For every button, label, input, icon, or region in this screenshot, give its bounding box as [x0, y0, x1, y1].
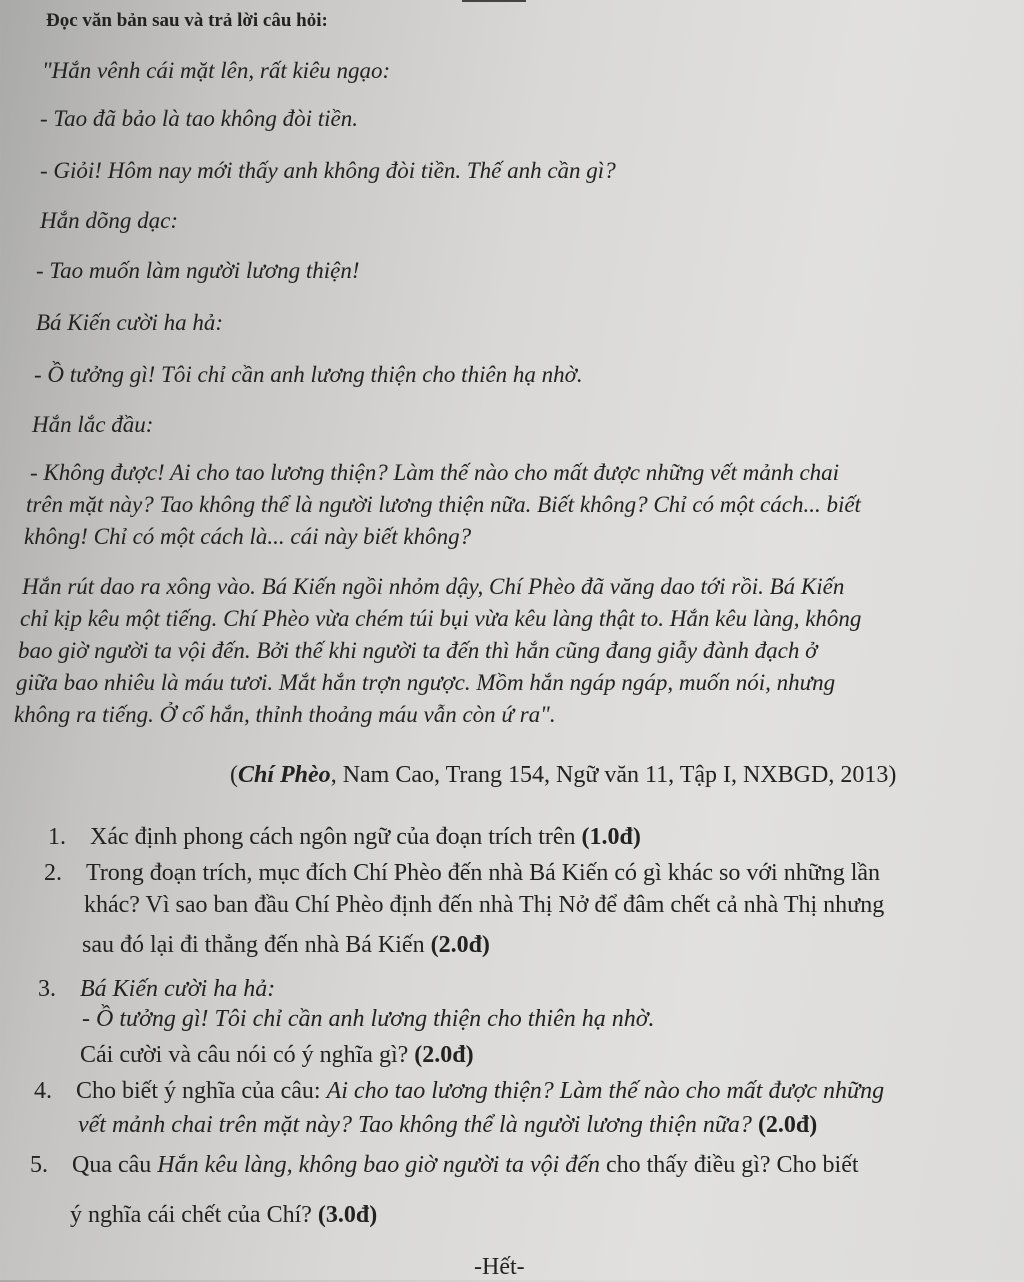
question-text: Cho biết ý nghĩa của câu: — [76, 1078, 327, 1104]
source-open-paren: ( — [230, 762, 238, 788]
question-number: 4. — [34, 1078, 52, 1104]
passage-line: - Tao muốn làm người lương thiện! — [36, 258, 360, 283]
header-underline — [462, 0, 526, 2]
question-text: sau đó lại đi thẳng đến nhà Bá Kiến — [82, 932, 431, 958]
passage-line: Hắn lắc đầu: — [32, 412, 154, 437]
instruction-heading: Đọc văn bản sau và trả lời câu hỏi: — [46, 10, 328, 31]
question-number: 5. — [30, 1152, 48, 1178]
source-citation — [230, 760, 896, 790]
question-5-line-2 — [70, 1200, 377, 1230]
passage-line: Hắn rút dao ra xông vào. Bá Kiến ngồi nhỏm dậy, Chí Phèo đã văng dao tới rồi. Bá Kiến — [22, 574, 845, 599]
question-text: ý nghĩa cái chết của Chí? — [70, 1202, 318, 1228]
question-quote: Bá Kiến cười ha hả: — [80, 976, 276, 1002]
end-mark: -Hết- — [474, 1254, 525, 1280]
passage-line: - Tao đã bảo là tao không đòi tiền. — [40, 106, 358, 131]
question-2-line-3 — [82, 930, 490, 960]
question-3-line-3 — [80, 1040, 474, 1070]
passage-line: giữa bao nhiêu là máu tươi. Mắt hắn trợn ngược. Mồm hắn ngáp ngáp, muốn nói, nhưng — [16, 670, 836, 695]
question-2-line-2: khác? Vì sao ban đầu Chí Phèo định đến nhà Thị Nở để đâm chết cả nhà Thị nhưng — [84, 892, 885, 918]
passage-line: không! Chỉ có một cách là... cái này biết không? — [24, 524, 472, 549]
question-number: 1. — [48, 824, 66, 850]
passage-line: bao giờ người ta vội đến. Bởi thế khi người ta đến thì hắn cũng đang giẫy đành đạch ở — [18, 638, 818, 663]
question-4 — [34, 1076, 884, 1106]
passage-line: chỉ kịp kêu một tiếng. Chí Phèo vừa chém túi bụi vừa kêu làng thật to. Hắn kêu làng, không — [20, 606, 862, 631]
question-text: Xác định phong cách ngôn ngữ của đoạn trích trên — [90, 824, 582, 850]
source-work-title: Chí Phèo — [238, 762, 331, 788]
question-number: 3. — [38, 976, 56, 1002]
question-5 — [30, 1150, 859, 1180]
passage-line: - Không được! Ai cho tao lương thiện? Làm thế nào cho mất được những vết mảnh chai — [30, 460, 840, 485]
passage-line: Hắn dõng dạc: — [40, 208, 178, 233]
question-1 — [48, 822, 641, 852]
question-quote: vết mảnh chai trên mặt này? Tao không thể là người lương thiện nữa? — [78, 1112, 758, 1138]
question-4-line-2 — [78, 1110, 817, 1140]
question-points: (2.0đ) — [757, 1112, 818, 1138]
question-quote: Hắn kêu làng, không bao giờ người ta vội đến — [157, 1152, 600, 1178]
source-details: , Nam Cao, Trang 154, Ngữ văn 11, Tập I, NXBGD, 2013) — [330, 762, 897, 788]
question-points: (1.0đ) — [581, 824, 641, 850]
passage-line: - Ồ tưởng gì! Tôi chỉ cần anh lương thiện cho thiên hạ nhờ. — [34, 362, 583, 387]
question-text: cho thấy điều gì? Cho biết — [599, 1152, 859, 1178]
question-text: Trong đoạn trích, mục đích Chí Phèo đến nhà Bá Kiến có gì khác so với những lần — [86, 860, 881, 886]
question-points: (3.0đ) — [317, 1202, 378, 1228]
question-3 — [38, 974, 275, 1004]
passage-line: trên mặt này? Tao không thể là người lương thiện nữa. Biết không? Chỉ có một cách... biết — [26, 492, 861, 517]
question-number: 2. — [44, 860, 62, 886]
passage-line: Bá Kiến cười ha hả: — [36, 310, 224, 335]
question-2 — [44, 858, 880, 888]
question-points: (2.0đ) — [414, 1042, 474, 1068]
passage-line: - Giỏi! Hôm nay mới thấy anh không đòi tiền. Thế anh cần gì? — [40, 158, 616, 183]
passage-line: "Hắn vênh cái mặt lên, rất kiêu ngạo: — [42, 58, 391, 83]
question-text: Cái cười và câu nói có ý nghĩa gì? — [80, 1042, 415, 1068]
question-text: Qua câu — [72, 1152, 158, 1178]
question-3-quote: - Ồ tưởng gì! Tôi chỉ cần anh lương thiện cho thiên hạ nhờ. — [82, 1006, 655, 1032]
passage-line: không ra tiếng. Ở cổ hắn, thỉnh thoảng máu vẫn còn ứ ra". — [14, 702, 556, 727]
question-points: (2.0đ) — [430, 932, 490, 958]
question-quote: Ai cho tao lương thiện? Làm thế nào cho mất được những — [326, 1078, 885, 1104]
